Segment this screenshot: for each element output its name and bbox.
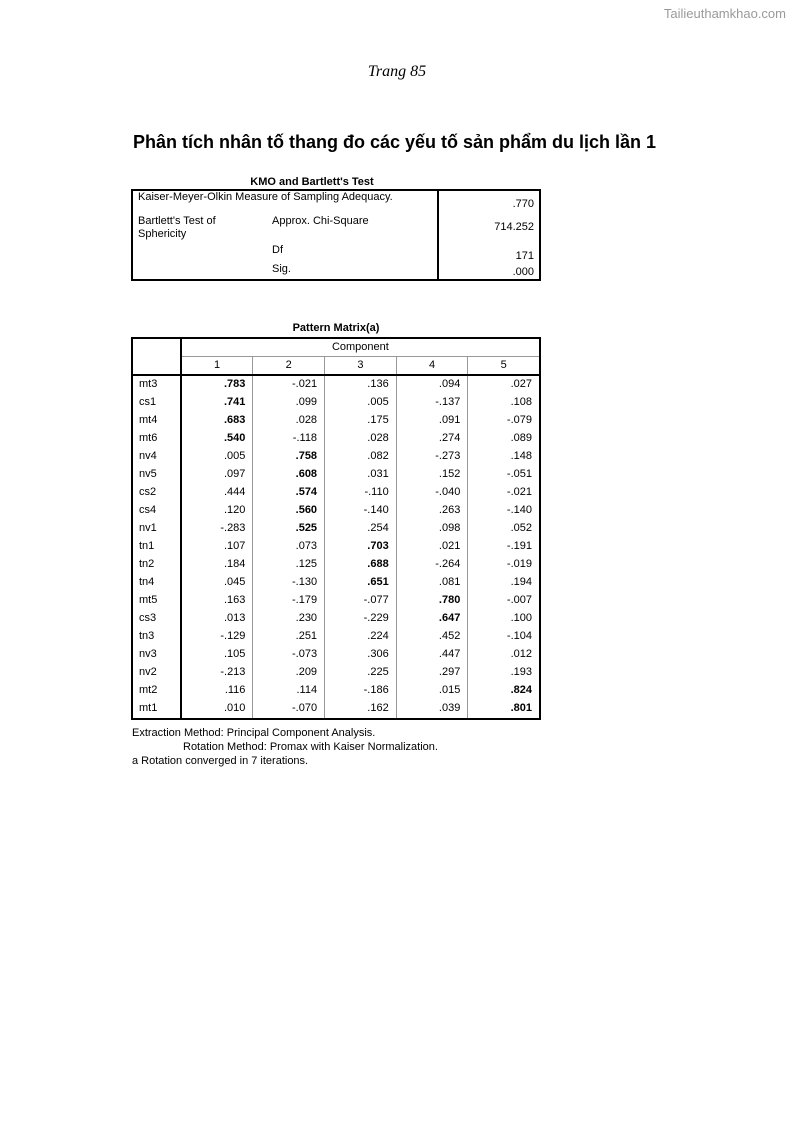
table-row bbox=[132, 574, 540, 592]
loading-cell: -.019 bbox=[468, 556, 540, 574]
loading-cell: .005 bbox=[181, 448, 253, 466]
footnote: a Rotation converged in 7 iterations. bbox=[132, 755, 309, 767]
loading-cell: -.213 bbox=[181, 664, 253, 682]
table-row bbox=[132, 682, 540, 700]
loading-cell: .758 bbox=[253, 448, 325, 466]
loading-cell: .082 bbox=[325, 448, 397, 466]
sig-value: .000 bbox=[438, 263, 540, 280]
component-header: Component bbox=[181, 338, 540, 357]
table-row bbox=[132, 538, 540, 556]
loading-cell: .184 bbox=[181, 556, 253, 574]
loading-cell: -.264 bbox=[396, 556, 468, 574]
row-label: tn3 bbox=[139, 630, 155, 642]
component-column-header: 1 bbox=[181, 357, 253, 376]
loading-cell: .306 bbox=[325, 646, 397, 664]
component-column-header: 2 bbox=[253, 357, 325, 376]
watermark: Tailieuthamkhao.com bbox=[663, 6, 786, 21]
loading-cell: -.140 bbox=[325, 502, 397, 520]
table-row bbox=[132, 430, 540, 448]
loading-cell: .012 bbox=[468, 646, 540, 664]
loading-cell: .741 bbox=[181, 394, 253, 412]
pattern-matrix-table bbox=[131, 337, 541, 720]
table-row bbox=[132, 628, 540, 646]
loading-cell: .574 bbox=[253, 484, 325, 502]
df-value: 171 bbox=[438, 244, 540, 263]
loading-cell: .683 bbox=[181, 412, 253, 430]
loading-cell: .039 bbox=[396, 700, 468, 719]
loading-cell: -.104 bbox=[468, 628, 540, 646]
loading-cell: -.229 bbox=[325, 610, 397, 628]
loading-cell: .027 bbox=[468, 375, 540, 394]
loading-cell: .089 bbox=[468, 430, 540, 448]
row-label: tn1 bbox=[139, 540, 155, 552]
loading-cell: .452 bbox=[396, 628, 468, 646]
sig-label: Sig. bbox=[272, 263, 291, 275]
row-label: cs4 bbox=[139, 504, 157, 516]
row-label: mt4 bbox=[139, 414, 158, 426]
row-label: mt3 bbox=[132, 375, 181, 394]
table-row bbox=[132, 700, 540, 719]
table-row bbox=[132, 592, 540, 610]
row-label: cs2 bbox=[139, 486, 157, 498]
loading-cell: .608 bbox=[253, 466, 325, 484]
component-column-header: 5 bbox=[468, 357, 540, 376]
loading-cell: -.021 bbox=[468, 484, 540, 502]
loading-cell: .028 bbox=[253, 412, 325, 430]
page-number: Trang 85 bbox=[367, 63, 427, 80]
loading-cell: .028 bbox=[325, 430, 397, 448]
loading-cell: .100 bbox=[468, 610, 540, 628]
loading-cell: -.283 bbox=[181, 520, 253, 538]
kmo-bartlett-table bbox=[131, 189, 541, 281]
table-row bbox=[132, 520, 540, 538]
row-label: mt5 bbox=[139, 594, 158, 606]
row-label: tn2 bbox=[139, 558, 155, 570]
table-row bbox=[132, 375, 540, 394]
loading-cell: .091 bbox=[396, 412, 468, 430]
loading-cell: -.079 bbox=[468, 412, 540, 430]
loading-cell: .021 bbox=[396, 538, 468, 556]
loading-cell: .297 bbox=[396, 664, 468, 682]
chi-square-value: 714.252 bbox=[438, 211, 540, 244]
loading-cell: .136 bbox=[325, 375, 397, 394]
loading-cell: .263 bbox=[396, 502, 468, 520]
loading-cell: .251 bbox=[253, 628, 325, 646]
loading-cell: -.077 bbox=[325, 592, 397, 610]
table-row bbox=[132, 664, 540, 682]
kmo-label: Kaiser-Meyer-Olkin Measure of Sampling Adequacy. bbox=[138, 191, 393, 203]
loading-cell: -.007 bbox=[468, 592, 540, 610]
loading-cell: .010 bbox=[181, 700, 253, 719]
loading-cell: .052 bbox=[468, 520, 540, 538]
loading-cell: .194 bbox=[468, 574, 540, 592]
loading-cell: .688 bbox=[325, 556, 397, 574]
table-row bbox=[132, 502, 540, 520]
loading-cell: .175 bbox=[325, 412, 397, 430]
loading-cell: .163 bbox=[181, 592, 253, 610]
loading-cell: -.191 bbox=[468, 538, 540, 556]
loading-cell: .114 bbox=[253, 682, 325, 700]
loading-cell: .540 bbox=[181, 430, 253, 448]
loading-cell: .801 bbox=[468, 700, 540, 719]
loading-cell: .274 bbox=[396, 430, 468, 448]
loading-cell: -.051 bbox=[468, 466, 540, 484]
table-row bbox=[132, 466, 540, 484]
chi-square-label: Approx. Chi-Square bbox=[272, 215, 369, 227]
loading-cell: .015 bbox=[396, 682, 468, 700]
row-label: nv2 bbox=[139, 666, 157, 678]
loading-cell: .824 bbox=[468, 682, 540, 700]
loading-cell: .651 bbox=[325, 574, 397, 592]
row-label: nv5 bbox=[139, 468, 157, 480]
table-row bbox=[132, 484, 540, 502]
loading-cell: .045 bbox=[181, 574, 253, 592]
row-label: nv4 bbox=[139, 450, 157, 462]
loading-cell: .116 bbox=[181, 682, 253, 700]
loading-cell: .005 bbox=[325, 394, 397, 412]
kmo-table-title: KMO and Bartlett's Test bbox=[250, 176, 374, 188]
table-row bbox=[132, 394, 540, 412]
loading-cell: .162 bbox=[325, 700, 397, 719]
table-row bbox=[132, 448, 540, 466]
loading-cell: .073 bbox=[253, 538, 325, 556]
extraction-note: Extraction Method: Principal Component Analysis. bbox=[132, 727, 376, 739]
row-label: cs3 bbox=[139, 612, 157, 624]
loading-cell: .098 bbox=[396, 520, 468, 538]
corner-cell bbox=[132, 338, 181, 375]
loading-cell: .703 bbox=[325, 538, 397, 556]
loading-cell: .125 bbox=[253, 556, 325, 574]
row-label: nv3 bbox=[139, 648, 157, 660]
table-row bbox=[132, 556, 540, 574]
loading-cell: .097 bbox=[181, 466, 253, 484]
loading-cell: -.137 bbox=[396, 394, 468, 412]
loading-cell: .031 bbox=[325, 466, 397, 484]
loading-cell: -.273 bbox=[396, 448, 468, 466]
df-label: Df bbox=[272, 244, 283, 256]
loading-cell: -.179 bbox=[253, 592, 325, 610]
row-label: cs1 bbox=[139, 396, 157, 408]
loading-cell: .783 bbox=[181, 375, 253, 394]
loading-cell: -.040 bbox=[396, 484, 468, 502]
loading-cell: .444 bbox=[181, 484, 253, 502]
table-row bbox=[132, 412, 540, 430]
component-column-header: 4 bbox=[396, 357, 468, 376]
loading-cell: -.140 bbox=[468, 502, 540, 520]
table-notes bbox=[132, 726, 438, 768]
loading-cell: .013 bbox=[181, 610, 253, 628]
loading-cell: .105 bbox=[181, 646, 253, 664]
loading-cell: .254 bbox=[325, 520, 397, 538]
loading-cell: .120 bbox=[181, 502, 253, 520]
loading-cell: -.186 bbox=[325, 682, 397, 700]
loading-cell: .560 bbox=[253, 502, 325, 520]
loading-cell: -.129 bbox=[181, 628, 253, 646]
loading-cell: .224 bbox=[325, 628, 397, 646]
pattern-matrix-title: Pattern Matrix(a) bbox=[292, 322, 380, 334]
component-column-header: 3 bbox=[325, 357, 397, 376]
table-row bbox=[132, 610, 540, 628]
loading-cell: .099 bbox=[253, 394, 325, 412]
loading-cell: .225 bbox=[325, 664, 397, 682]
rotation-note: Rotation Method: Promax with Kaiser Normalization. bbox=[183, 741, 438, 753]
loading-cell: .209 bbox=[253, 664, 325, 682]
loading-cell: -.073 bbox=[253, 646, 325, 664]
loading-cell: .230 bbox=[253, 610, 325, 628]
row-label: mt6 bbox=[139, 432, 158, 444]
loading-cell: .193 bbox=[468, 664, 540, 682]
loading-cell: .447 bbox=[396, 646, 468, 664]
loading-cell: -.021 bbox=[253, 375, 325, 394]
table-row bbox=[132, 646, 540, 664]
row-label: tn4 bbox=[139, 576, 155, 588]
loading-cell: .780 bbox=[396, 592, 468, 610]
row-label: mt2 bbox=[139, 684, 158, 696]
loading-cell: -.130 bbox=[253, 574, 325, 592]
loading-cell: .108 bbox=[468, 394, 540, 412]
loading-cell: .152 bbox=[396, 466, 468, 484]
loading-cell: .107 bbox=[181, 538, 253, 556]
loading-cell: .081 bbox=[396, 574, 468, 592]
loading-cell: .647 bbox=[396, 610, 468, 628]
loading-cell: .148 bbox=[468, 448, 540, 466]
loading-cell: .525 bbox=[253, 520, 325, 538]
bartlett-label: Bartlett's Test of Sphericity bbox=[138, 215, 216, 240]
loading-cell: .094 bbox=[396, 375, 468, 394]
loading-cell: -.070 bbox=[253, 700, 325, 719]
section-heading: Phân tích nhân tố thang đo các yếu tố sản phẩm du lịch lần 1 bbox=[133, 132, 657, 152]
loading-cell: -.118 bbox=[253, 430, 325, 448]
loading-cell: -.110 bbox=[325, 484, 397, 502]
kmo-value: .770 bbox=[438, 190, 540, 211]
row-label: nv1 bbox=[139, 522, 157, 534]
row-label: mt1 bbox=[139, 702, 158, 714]
